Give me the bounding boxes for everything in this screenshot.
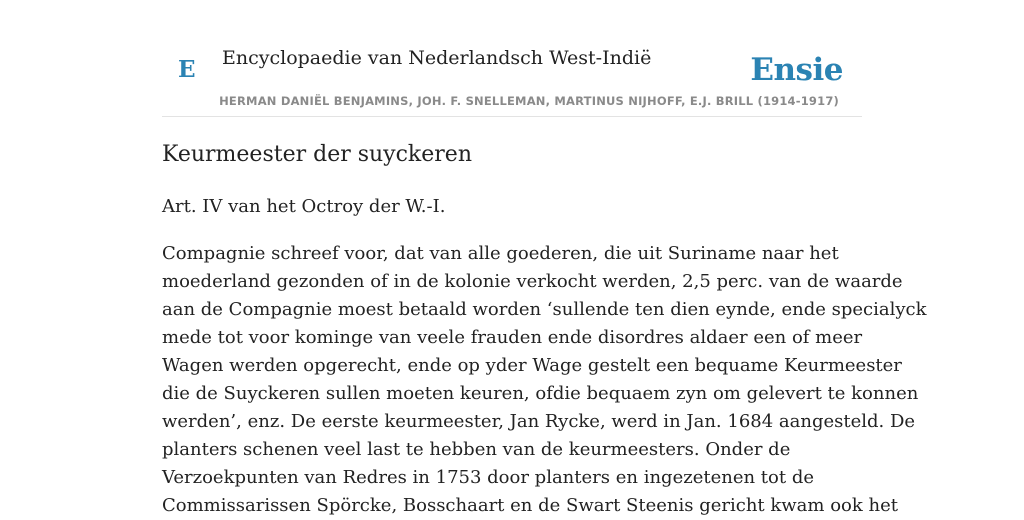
- book-title[interactable]: Encyclopaedie van Nederlandsch West-Indië: [222, 47, 652, 69]
- page: [162, 0, 927, 516]
- paragraph-line: mede tot voor kominge van veele frauden ende disordres aldaer een of meer: [162, 327, 863, 348]
- brand-logo[interactable]: Ensie: [750, 52, 843, 88]
- paragraph-line: werden’, enz. De eerste keurmeester, Jan Rycke, werd in Jan. 1684 aangesteld. De: [162, 411, 916, 432]
- logo-letter-icon[interactable]: E: [178, 56, 196, 83]
- paragraph-line: Wagen werden opgerecht, ende op yder Wage gestelt een bequame Keurmeester: [162, 355, 902, 376]
- paragraph-line: aan de Compagnie moest betaald worden ‘sullende ten dien eynde, ende specialyck: [162, 299, 927, 320]
- paragraph-line: Compagnie schreef voor, dat van alle goederen, die uit Suriname naar het: [162, 243, 839, 264]
- article-title: Keurmeester der suyckeren: [162, 142, 472, 167]
- paragraph-line: Commissarissen Spörcke, Bosschaart en de Swart Steenis gericht kwam ook het: [162, 495, 898, 516]
- authors-line: HERMAN DANIËL BENJAMINS, JOH. F. SNELLEMAN, MARTINUS NIJHOFF, E.J. BRILL (1914-1917): [219, 94, 839, 108]
- article-paragraph-1: Art. IV van het Octroy der W.-I.: [162, 196, 446, 217]
- paragraph-line: moederland gezonden of in de kolonie verkocht werden, 2,5 perc. van de waarde: [162, 271, 903, 292]
- paragraph-line: Verzoekpunten van Redres in 1753 door planters en ingezetenen tot de: [162, 467, 814, 488]
- header: [162, 0, 862, 117]
- paragraph-line: planters schenen veel last te hebben van de keurmeesters. Onder de: [162, 439, 791, 460]
- paragraph-line: die de Suyckeren sullen moeten keuren, ofdie bequaem zyn om gelevert te konnen: [162, 383, 919, 404]
- article-paragraph-2: [162, 240, 927, 520]
